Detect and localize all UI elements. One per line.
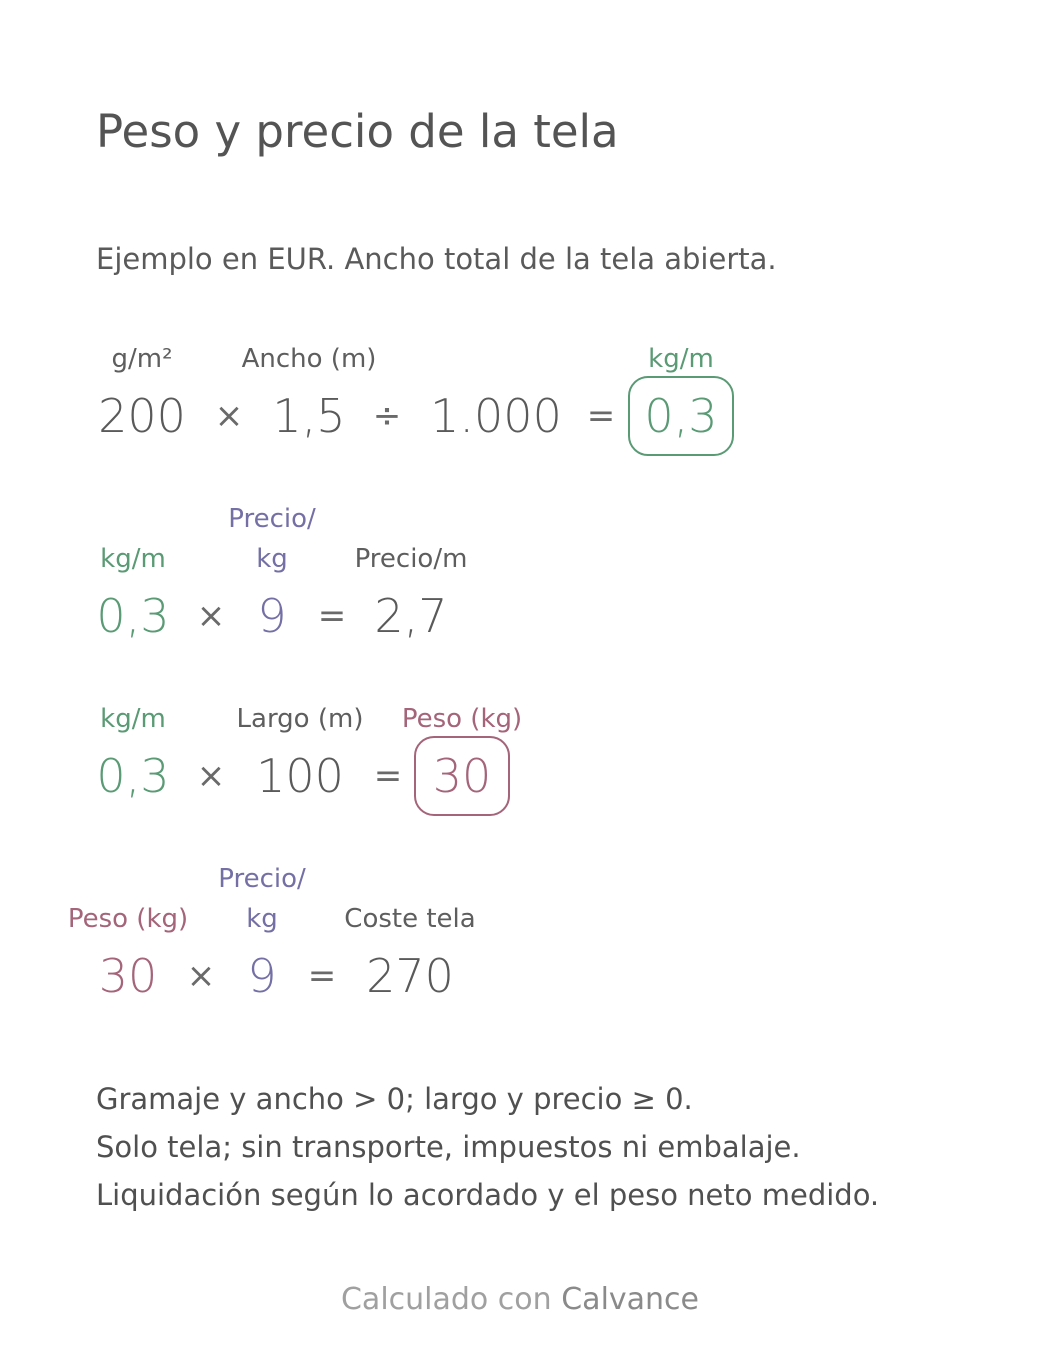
value-kg-per-m-result: 0,3 bbox=[644, 389, 718, 443]
value-width: 1,5 bbox=[272, 389, 346, 443]
label-kg-per-m: kg/m bbox=[100, 704, 166, 734]
footer-brand[interactable]: Calvance bbox=[561, 1282, 700, 1317]
label-weight: Peso (kg) bbox=[67, 904, 189, 934]
operator-multiply: × bbox=[186, 956, 216, 996]
operator-equals: = bbox=[586, 396, 616, 436]
footer-prefix: Calculado con bbox=[340, 1282, 552, 1317]
value-divisor: 1.000 bbox=[430, 389, 562, 443]
label-price-per: Precio/ bbox=[218, 864, 306, 894]
operator-equals: = bbox=[317, 596, 347, 636]
operator-multiply: × bbox=[214, 396, 244, 436]
value-weight-result: 30 bbox=[432, 749, 492, 803]
label-kg-per-m: kg/m bbox=[648, 344, 714, 374]
label-price-per: Precio/ bbox=[228, 504, 316, 534]
label-kg: kg bbox=[256, 544, 288, 574]
note-line: Liquidación según lo acordado y el peso neto medido. bbox=[96, 1178, 880, 1212]
value-price-per-kg: 9 bbox=[257, 589, 287, 643]
value-price-per-kg: 9 bbox=[247, 949, 277, 1003]
operator-divide: ÷ bbox=[372, 396, 402, 436]
label-kg: kg bbox=[246, 904, 278, 934]
label-weight: Peso (kg) bbox=[401, 704, 523, 734]
value-fabric-cost: 270 bbox=[366, 949, 454, 1003]
operator-equals: = bbox=[307, 956, 337, 996]
value-weight: 30 bbox=[98, 949, 158, 1003]
value-kg-per-m: 0,3 bbox=[96, 749, 170, 803]
note-line: Solo tela; sin transporte, impuestos ni embalaje. bbox=[96, 1130, 801, 1164]
note-line: Gramaje y ancho > 0; largo y precio ≥ 0. bbox=[96, 1082, 693, 1116]
label-gsm: g/m² bbox=[111, 344, 173, 374]
label-price-per-m: Precio/m bbox=[354, 544, 468, 574]
operator-equals: = bbox=[373, 756, 403, 796]
label-fabric-cost: Coste tela bbox=[344, 904, 476, 934]
value-gsm: 200 bbox=[98, 389, 186, 443]
page-title: Peso y precio de la tela bbox=[96, 105, 619, 158]
label-kg-per-m: kg/m bbox=[100, 544, 166, 574]
page-subtitle: Ejemplo en EUR. Ancho total de la tela abierta. bbox=[96, 242, 777, 276]
label-length: Largo (m) bbox=[236, 704, 364, 734]
value-kg-per-m: 0,3 bbox=[96, 589, 170, 643]
value-length: 100 bbox=[256, 749, 344, 803]
value-price-per-m: 2,7 bbox=[374, 589, 448, 643]
operator-multiply: × bbox=[196, 756, 226, 796]
footer-credit bbox=[0, 1280, 1040, 1320]
operator-multiply: × bbox=[196, 596, 226, 636]
label-width: Ancho (m) bbox=[241, 344, 377, 374]
